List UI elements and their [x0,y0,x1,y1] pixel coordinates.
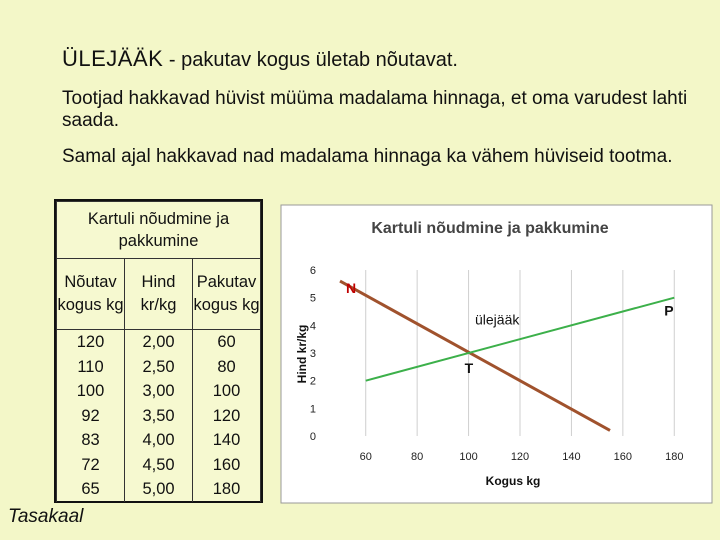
y-tick-label: 2 [309,375,316,388]
slide-heading [62,48,458,71]
table-header-supply: Pakutav kogus kg [193,259,261,330]
table-title: Kartuli nõudmine ja pakkumine [57,202,261,259]
table-cell: 65 [57,477,125,502]
table-cell: 83 [57,428,125,453]
table-cell: 160 [193,453,261,478]
x-axis-label: Kogus kg [485,474,541,488]
x-tick-label: 80 [411,451,424,463]
table-cell: 3,50 [125,404,193,429]
table-cell: 80 [193,355,261,380]
table-cell: 140 [193,428,261,453]
annotation-n: N [346,280,357,297]
table-header-price: Hind kr/kg [125,259,193,330]
table-header-demand: Nõutav kogus kg [57,259,125,330]
table-cell: 110 [57,355,125,380]
annotation-p: P [664,302,674,319]
table-cell: 72 [57,453,125,478]
table-cell: 2,50 [125,355,193,380]
table-cell: 5,00 [125,477,193,502]
table-cell: 60 [193,330,261,355]
y-tick-label: 4 [309,320,316,333]
y-tick-label: 0 [309,431,316,443]
y-tick-label: 6 [309,265,316,277]
heading-definition: - pakutav kogus ületab nõutavat. [163,49,458,71]
annotation-surplus: ülejääk [475,311,520,328]
paragraph-producers-sell: Tootjad hakkavad hüvist müüma madalama hinnaga, et oma varudest lahti saada. [62,88,688,131]
x-tick-label: 180 [665,451,684,463]
table-cell: 100 [193,379,261,404]
y-tick-label: 3 [309,348,316,360]
annotation-t: T [464,360,474,376]
heading-term: ÜLEJÄÄK [62,46,164,71]
x-tick-label: 120 [510,451,530,463]
table-cell: 2,00 [125,330,193,355]
table-cell: 92 [57,404,125,429]
x-tick-label: 100 [459,451,478,463]
x-tick-label: 140 [562,451,581,463]
table-cell: 4,50 [125,453,193,478]
chart-frame [281,205,712,503]
y-tick-label: 5 [309,292,316,305]
chart-title: Kartuli nõudmine ja pakkumine [371,220,609,237]
table-cell: 3,00 [125,379,193,404]
x-tick-label: 60 [359,451,372,463]
table-cell: 120 [57,330,125,355]
y-axis-label: Hind kr/kg [295,324,309,384]
y-tick-label: 1 [309,403,316,416]
x-tick-label: 160 [613,451,633,463]
table-cell: 180 [193,477,261,502]
data-table [54,199,263,503]
table-cell: 4,00 [125,428,193,453]
footer-label: Tasakaal [8,506,84,527]
table-cell: 100 [57,379,125,404]
paragraph-producers-produce: Samal ajal hakkavad nad madalama hinnaga ka vähem hüviseid tootma. [62,146,673,167]
table-cell: 120 [193,404,261,429]
supply-demand-chart [280,204,713,504]
